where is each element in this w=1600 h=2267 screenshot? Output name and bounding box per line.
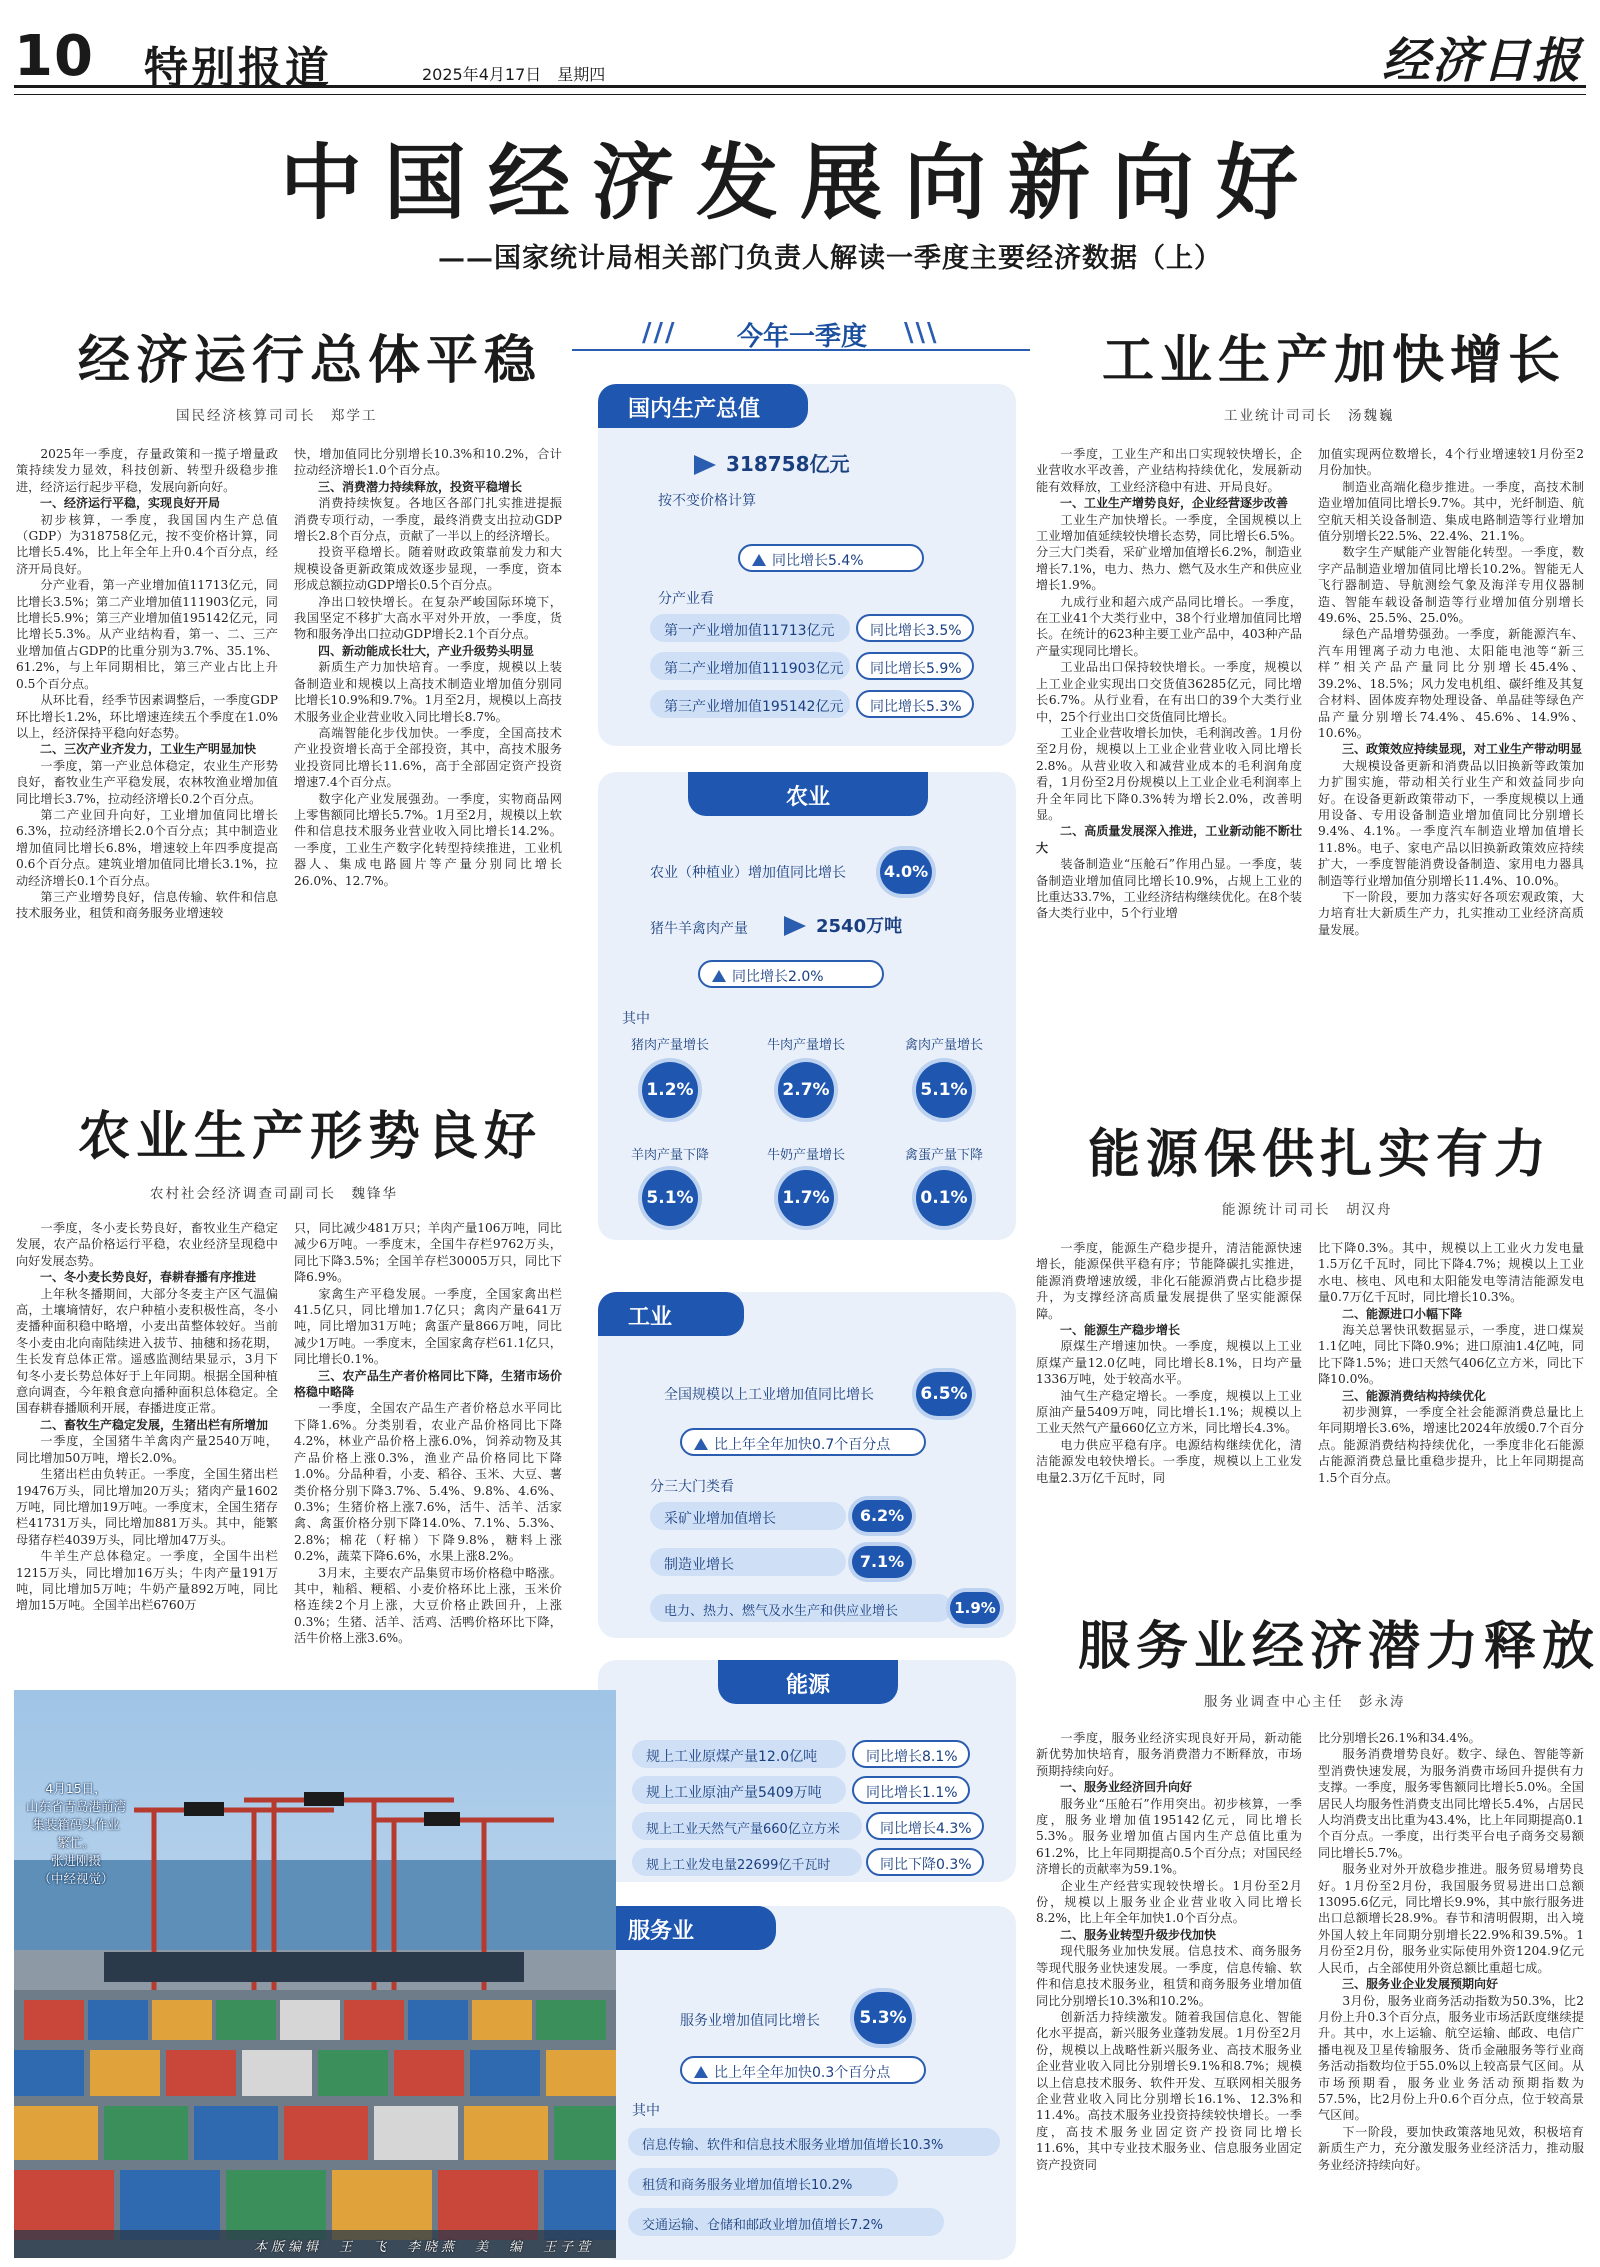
energy-row-3-label: 规上工业天然气产量660亿立方米: [632, 1812, 862, 1840]
main-subtitle: ——国家统计局相关部门负责人解读一季度主要经济数据（上）: [438, 243, 1222, 274]
paragraph: 一季度，能源生产稳步提升，清洁能源快速增长，能源保供平稳有序；节能降碳扎实推进，能源消费增速放缓，非化石能源消费占比稳步提升，为支撑经济高质量发展提供了坚实能源保障。: [1036, 1241, 1302, 1321]
energy-byline: 能源统计司司长 胡汉舟: [1222, 1202, 1393, 1218]
paragraph: 消费持续恢复。各地区各部门扎实推进提振消费专项行动，一季度，最终消费支出拉动GDP增长2.8个百分点，贡献了一半以上的经济增长。: [294, 496, 562, 544]
paragraph: 工业生产加快增长。一季度，全国规模以上工业增加值延续较快增长态势，同比增长6.5%。分三大门类看，采矿业增加值增长6.2%，制造业增长7.1%，电力、热力、燃气及水生产和供应业增长1.9%。: [1036, 512, 1302, 593]
service-col-2: [1318, 1730, 1584, 2260]
energy-row-2-growth: 同比增长1.1%: [852, 1776, 970, 1804]
service-main-label: 服务业增加值同比增长: [680, 2013, 820, 2029]
paragraph: 数字化产业发展强劲。一季度，实物商品网上零售额同比增长5.7%。1月至2月，规模以上软件和信息技术服务业营业收入同比增长14.2%。一季度，工业生产数字化转型持续推进，工业机器人、集成电路圆片等产量分别同比增长26.0%、12.7%。: [294, 791, 562, 888]
paragraph: 从环比看，经季节因素调整后，一季度GDP环比增长1.2%，环比增速连续五个季度在1.0%以上，经济保持平稳向好态势。: [16, 693, 278, 740]
subheading: 一、工业生产增势良好，企业经营逐步改善: [1060, 496, 1289, 511]
subheading: 四、新动能成长壮大，产业升级势头明显: [318, 643, 535, 658]
paragraph: 3月份，服务业商务活动指数为50.3%，比2月份上升0.3个百分点，服务业市场活跃度继续提升。其中，水上运输、航空运输、邮政、电信广播电视及卫星传输服务、货币金融服务等行业商务活动指数均位于55.0%以上较高景气区间。从市场预期看，服务业业务活动预期指数为57.5%，比2月份上升0.6个百分点，位于较高景气区间。: [1318, 1993, 1584, 2123]
paragraph: 比分别增长26.1%和34.4%。: [1318, 1731, 1481, 1745]
gdp-row-2-label: 第二产业增加值111903亿元: [650, 652, 850, 680]
paragraph: 第二产业回升向好，工业增加值同比增长6.3%，拉动经济增长2.0个百分点；其中制造业增加值同比增长6.8%，增速较上年四季度提高0.6个百分点。建筑业增加值同比增长3.1%，拉动经济增长0.1个百分点。: [16, 807, 278, 888]
paragraph: 服务消费增势良好。数字、绿色、智能等新型消费快速发展，为服务消费市场回升提供有力支撑。一季度，服务零售额同比增长5.0%。全国居民人均服务性消费支出同比增长5.4%，占居民人均消费支出比重为43.4%，比上年同期提高0.1个百分点。一季度，出行类平台电子商务交易额同比增长5.7%。: [1318, 1747, 1584, 1860]
paragraph: 海关总署快讯数据显示，一季度，进口煤炭1.1亿吨，同比下降0.9%；进口原油1.4亿吨，同比下降1.5%；进口天然气406亿立方米，同比下降10.0%。: [1318, 1323, 1584, 1387]
industry-row-1-value: 6.2%: [852, 1500, 912, 1532]
service-row-1: 信息传输、软件和信息技术服务业增加值增长10.3%: [628, 2128, 1000, 2156]
service-among: 其中: [632, 2103, 660, 2119]
service-row-2: 租赁和商务服务业增加值增长10.2%: [628, 2168, 898, 2196]
energy-row-4-growth: 同比下降0.3%: [866, 1848, 984, 1876]
agri-item-6-label: 禽蛋产量下降: [904, 1148, 983, 1163]
paragraph: 现代服务业加快发展。信息技术、商务服务等现代服务业快速发展。一季度，信息传输、软件和信息技术服务业，租赁和商务服务业增加值同比分别增长10.3%和10.2%。: [1036, 1944, 1302, 2008]
paragraph: 新质生产力加快培育。一季度，规模以上装备制造业和规模以上高技术制造业增加值分别同比增长10.9%和9.7%。1月至2月，规模以上高技术服务业企业营业收入同比增长8.7%。: [294, 660, 562, 724]
paragraph: 绿色产品增势强劲。一季度，新能源汽车、汽车用锂离子动力电池、太阳能电池等“新三样”相关产品产量同比分别增长45.4%、39.2%、18.5%；风力发电机组、碳纤维及其复合材料、固体废弃物处理设备、单晶硅等绿色产品产量分别增长74.4%、45.6%、14.9%、10.6%。: [1318, 627, 1584, 740]
up-triangle-icon: [694, 2066, 708, 2078]
subheading: 三、服务业企业发展预期向好: [1342, 1977, 1499, 1992]
industry-row-2-value: 7.1%: [852, 1546, 912, 1578]
agri-byline: 农村社会经济调查司副司长 魏锋华: [150, 1186, 398, 1202]
agri-meat-growth: 同比增长2.0%: [698, 960, 884, 988]
paragraph: 一季度，工业生产和出口实现较快增长，企业营收水平改善，产业结构持续优化，发展新动能有效释放，工业经济稳中有进、开局良好。: [1036, 447, 1302, 494]
gdp-row-1-label: 第一产业增加值11713亿元: [650, 614, 850, 642]
gdp-panel-title: 国内生产总值: [598, 384, 808, 428]
photo-caption: 4月15日， 山东省青岛港前湾 集装箱码头作业 繁忙。 张进刚摄 （中经视觉）: [25, 1781, 126, 1886]
up-triangle-icon: [694, 1438, 708, 1450]
agri-panel: [598, 772, 1016, 1240]
paragraph: 投资平稳增长。随着财政政策靠前发力和大规模设备更新政策成效逐步显现，一季度，资本形成总额拉动GDP增长0.5个百分点。: [294, 545, 562, 593]
arrow-icon: [694, 455, 716, 475]
paragraph: 服务业“压舱石”作用突出。初步核算，一季度，服务业增加值195142亿元，同比增长5.3%。服务业增加值占国内生产总值比重为61.2%，比上年同期提高0.5个百分点；对国民经济增长的贡献率为59.1%。: [1036, 1796, 1302, 1877]
newspaper-logo: 经济日报: [1381, 33, 1582, 89]
agri-panel-title: 农业: [688, 772, 928, 816]
industry-main-value: 6.5%: [916, 1372, 972, 1416]
industry-sub-label: 分三大门类看: [650, 1479, 734, 1495]
gdp-row-3-label: 第三产业增加值195142亿元: [650, 690, 850, 718]
paragraph: 一季度，全国猪牛羊禽肉产量2540万吨，同比增加50万吨，增长2.0%。: [16, 1434, 278, 1465]
paragraph: 初步测算，一季度全社会能源消费总量比上年同期增长3.6%，增速比2024年放缓0.7个百分点。能源消费结构持续优化，一季度非化石能源占能源消费总量比重稳步提升，比上年同期提高1.5个百分点。: [1318, 1405, 1584, 1485]
service-title: 服务业经济潜力释放: [1078, 1616, 1600, 1677]
paragraph: 装备制造业“压舱石”作用凸显。一季度，装备制造业增加值同比增长10.9%，占规上工业的比重达33.7%，工业经济结构继续优化。在8个装备大类行业中，5个行业增: [1036, 857, 1302, 921]
arrow-icon: [784, 916, 806, 936]
gdp-growth: 同比增长5.4%: [738, 544, 924, 572]
port-illustration: [14, 1690, 616, 2258]
industry-byline: 工业统计司司长 汤魏巍: [1224, 408, 1395, 424]
page-number: 10: [14, 24, 94, 89]
paragraph: 3月末，主要农产品集贸市场价格稳中略涨。其中，籼稻、粳稻、小麦价格环比上涨，玉米价格连续2个月上涨，大豆价格止跌回升，上涨0.3%；生猪、活羊、活鸡、活鸭价格环比下降，活牛价格上涨3.6%。: [294, 1565, 562, 1646]
industry-panel: [598, 1292, 1016, 1638]
paragraph: 一季度，全国农产品生产者价格总水平同比下降1.6%。分类别看，农业产品价格同比下降4.2%，林业产品价格上涨6.0%，饲养动物及其产品价格上涨0.3%，渔业产品价格同比下降1.0%。分品种看，小麦、稻谷、玉米、大豆、薯类价格分别下降3.7%、5.4%、9.8%、4.6%、0.3%；生猪价格上涨7.6%，活牛、活羊、活家禽、禽蛋价格分别下降14.0%、7.1%、5.3%、2.8%；棉花（籽棉）下降9.8%，糖料上涨0.2%，蔬菜下降6.6%，水果上涨8.2%。: [294, 1401, 562, 1564]
agri-meat-value: 2540万吨: [784, 912, 902, 938]
paragraph: 九成行业和超六成产品同比增长。一季度，在工业41个大类行业中，38个行业增加值同比增长。在统计的623种主要工业产品中，403种产品产量实现同比增长。: [1036, 594, 1302, 658]
gdp-note: 按不变价格计算: [658, 493, 756, 509]
section-name: 特别报道: [144, 43, 332, 94]
paragraph: 生猪出栏由负转正。一季度，全国生猪出栏19476万头，同比增加20万头；猪肉产量1602万吨，同比增加19万吨。一季度末，全国生猪存栏41731万头，同比增加881万头。其中，能繁母猪存栏4039万头，同比增加47万头。: [16, 1467, 278, 1547]
agri-item-6-value: 0.1%: [916, 1170, 972, 1226]
service-panel-title: 服务业: [598, 1906, 776, 1950]
paragraph: 大规模设备更新和消费品以旧换新等政策加力扩围实施，带动相关行业生产和效益同步向好。在设备更新政策带动下，一季度规模以上通用设备、专用设备制造业增加值同比分别增长9.4%、4.1%。一季度汽车制造业增加值增长11.8%。电子、家电产品以旧换新政策效应持续扩大，一季度智能消费设备制造、家用电力器具制造等行业增加值分别增长11.4%、10.0%。: [1318, 758, 1584, 888]
service-main-value: 5.3%: [854, 1992, 912, 2044]
agri-col-1: [16, 1220, 278, 1680]
paragraph: 下一阶段，要加力落实好各项宏观政策，大力培育壮大新质生产力，扎实推动工业经济高质量发展。: [1318, 889, 1584, 937]
industry-row-1-label: 采矿业增加值增长: [650, 1502, 846, 1530]
paragraph: 快，增加值同比分别增长10.3%和10.2%，合计拉动经济增长1.0个百分点。: [294, 447, 562, 478]
subheading: 二、服务业转型升级步伐加快: [1060, 1927, 1217, 1942]
paragraph: 牛羊生产总体稳定。一季度，全国牛出栏1215万头，同比增加16万头；牛肉产量191万吨，同比增加5万吨；牛奶产量892万吨，同比增加15万吨。全国羊出栏6760万: [16, 1549, 278, 1613]
subheading: 三、政策效应持续显现，对工业生产带动明显: [1342, 742, 1583, 757]
agri-meat-label: 猪牛羊禽肉产量: [650, 921, 748, 937]
page-credits: 本版编辑 王 飞 李晓燕 美 编 王子萱: [254, 2240, 595, 2255]
paragraph: 一季度，冬小麦长势良好，畜牧业生产稳定发展，农产品价格运行平稳，农业经济呈现稳中向好发展态势。: [16, 1221, 278, 1268]
banner-title: 今年一季度: [736, 322, 867, 352]
agri-item-1-value: 1.2%: [642, 1062, 698, 1118]
agri-item-2-label: 牛肉产量增长: [766, 1038, 845, 1053]
gdp-panel: [598, 384, 1016, 746]
agri-item-5-value: 1.7%: [778, 1170, 834, 1226]
industry-title: 工业生产加快增长: [1102, 330, 1567, 391]
agri-crop-label: 农业（种植业）增加值同比增长: [650, 865, 846, 881]
service-compare: 比上年全年加快0.3个百分点: [680, 2056, 926, 2084]
masthead: [14, 18, 1586, 94]
economy-byline: 国民经济核算司司长 郑学工: [176, 408, 378, 424]
industry-panel-title: 工业: [598, 1292, 744, 1336]
service-byline: 服务业调查中心主任 彭永涛: [1204, 1694, 1406, 1710]
subheading: 一、冬小麦长势良好，春耕春播有序推进: [40, 1270, 257, 1285]
subheading: 三、农产品生产者价格同比下降，生猪市场价格稳中略降: [294, 1368, 562, 1400]
banner-slashes-left: ///: [642, 318, 677, 348]
energy-row-1-label: 规上工业原煤产量12.0亿吨: [632, 1740, 846, 1768]
energy-row-3-growth: 同比增长4.3%: [866, 1812, 984, 1840]
gdp-row-2-growth: 同比增长5.9%: [856, 652, 974, 680]
up-triangle-icon: [752, 554, 766, 566]
agri-item-3-value: 5.1%: [916, 1062, 972, 1118]
industry-main-label: 全国规模以上工业增加值同比增长: [664, 1387, 874, 1403]
paragraph: 数字生产赋能产业智能化转型。一季度，数字产品制造业增加值同比增长10.2%。智能无人飞行器制造、导航测绘气象及海洋专用仪器制造、智能车载设备制造等行业增加值分别增长49.6%、25.5%、25.0%。: [1318, 545, 1584, 626]
subheading: 一、服务业经济回升向好: [1060, 1780, 1193, 1795]
agri-item-5-label: 牛奶产量增长: [766, 1148, 845, 1163]
economy-col-1: [16, 446, 278, 1036]
subheading: 二、三次产业齐发力，工业生产明显加快: [40, 742, 257, 757]
energy-col-1: [1036, 1240, 1302, 1590]
agri-crop-value: 4.0%: [880, 850, 932, 894]
paragraph: 净出口较快增长。在复杂严峻国际环境下，我国坚定不移扩大高水平对外开放，一季度，货物和服务净出口拉动GDP增长2.1个百分点。: [294, 594, 562, 642]
agri-item-2-value: 2.7%: [778, 1062, 834, 1118]
industry-compare: 比上年全年加快0.7个百分点: [680, 1428, 926, 1456]
subheading: 一、经济运行平稳，实现良好开局: [40, 496, 221, 511]
service-col-1: [1036, 1730, 1302, 2260]
energy-row-1-growth: 同比增长8.1%: [852, 1740, 970, 1768]
paragraph: 一季度，服务业经济实现良好开局，新动能新优势加快培育，服务消费潜力不断释放，市场预期持续向好。: [1036, 1731, 1302, 1778]
masthead-rule: [14, 94, 1586, 95]
industry-row-3-value: 1.9%: [950, 1592, 1000, 1624]
subheading: 一、能源生产稳步增长: [1060, 1323, 1181, 1338]
paragraph: 初步核算，一季度，我国国内生产总值（GDP）为318758亿元，按不变价格计算，同比增长5.4%，比上年全年上升0.4个百分点，经济开局良好。: [16, 512, 278, 576]
paragraph: 一季度，第一产业总体稳定，农业生产形势良好，畜牧业生产平稳发展，农林牧渔业增加值同比增长3.7%，拉动经济增长0.2个百分点。: [16, 758, 278, 806]
energy-panel: [598, 1660, 1016, 1882]
industry-row-3-label: 电力、热力、燃气及水生产和供应业增长: [650, 1594, 952, 1622]
banner-slashes-right: \\\: [904, 318, 939, 348]
industry-row-2-label: 制造业增长: [650, 1548, 846, 1576]
paragraph: 下一阶段，要加快政策落地见效，积极培育新质生产力，充分激发服务业经济活力，推动服务业经济持续向好。: [1318, 2124, 1584, 2172]
paragraph: 家禽生产平稳发展。一季度，全国家禽出栏41.5亿只，同比增加1.7亿只；禽肉产量641万吨，同比增加31万吨；禽蛋产量866万吨，同比减少1万吨。一季度末，全国家禽存栏61.1亿只，同比增长0.1%。: [294, 1286, 562, 1367]
industry-col-1: [1036, 446, 1302, 1046]
issue-date: 2025年4月17日 星期四: [422, 65, 606, 84]
subheading: 三、能源消费结构持续优化: [1342, 1388, 1487, 1403]
gdp-value: 318758亿元: [694, 448, 850, 477]
gdp-row-1-growth: 同比增长3.5%: [856, 614, 974, 642]
agri-col-2: [294, 1220, 562, 1680]
paragraph: 2025年一季度，存量政策和一揽子增量政策持续发力显效，科技创新、转型升级稳步推进，经济运行起步平稳，发展向新向好。: [16, 447, 278, 494]
agri-item-4-label: 羊肉产量下降: [630, 1148, 709, 1163]
paragraph: 电力供应平稳有序。电源结构继续优化，清洁能源发电较快增长。一季度，规模以上工业发电量2.3万亿千瓦时，同: [1036, 1437, 1302, 1485]
agri-item-3-label: 禽肉产量增长: [904, 1038, 983, 1053]
paragraph: 上年秋冬播期间，大部分冬麦主产区气温偏高，土壤墒情好，农户种植小麦积极性高，冬小麦播种面积稳中略增，小麦出苗整体较好。当前冬小麦由北向南陆续进入拔节、抽穗和扬花期，生长发育总体正常。遥感监测结果显示，3月下旬冬小麦长势总体好于上年同期。根据全国种植意向调查，今年粮食意向播种面积总体稳定。全国春耕春播顺利开展，春播进度正常。: [16, 1286, 278, 1416]
paragraph: 创新活力持续激发。随着我国信息化、智能化水平提高，新兴服务业蓬勃发展。1月份至2月份，规模以上战略性新兴服务业、高技术服务业企业营业收入同比分别增长9.1%和8.7%；规模以上信息技术服务、软件开发、互联网相关服务企业营业收入同比分别增长16.1%、12.3%和11.4%。高技术服务业投资持续较快增长。一季度，高技术服务业固定资产投资同比增长11.6%，其中专业技术服务业、信息服务业固定资产投资同: [1036, 2009, 1302, 2172]
paragraph: 只，同比减少481万只；羊肉产量106万吨，同比减少6万吨。一季度末，全国牛存栏9762万头，同比下降3.5%；全国羊存栏30005万只，同比下降6.9%。: [294, 1221, 562, 1285]
paragraph: 工业企业营收增长加快，毛利润改善。1月份至2月份，规模以上工业企业营业收入同比增长2.8%。从营业收入和减营业成本的毛利润角度看，1月份至2月份规模以上工业企业毛利润率上升全年同比下降0.3%转为增长2.0%，改善明显。: [1036, 725, 1302, 822]
subheading: 二、畜牧生产稳定发展，生猪出栏有所增加: [40, 1417, 269, 1432]
energy-panel-title: 能源: [718, 1660, 898, 1704]
paragraph: 分产业看，第一产业增加值11713亿元，同比增长3.5%；第二产业增加值111903亿元，同比增长5.9%；第三产业增加值195142亿元，同比增长5.3%。从产业结构看，第一、二、三产业增加值占GDP的比重分别为3.7%、35.1%、61.2%，与上年同期相比，第三产业占比上升0.5个百分点。: [16, 578, 278, 691]
paragraph: 企业生产经营实现较快增长。1月份至2月份，规模以上服务业企业营业收入同比增长8.2%，比上年全年加快1.0个百分点。: [1036, 1878, 1302, 1926]
industry-col-2: [1318, 446, 1584, 1046]
paragraph: 高端智能化步伐加快。一季度，全国高技术产业投资增长高于全部投资，其中，高技术服务业投资同比增长11.6%，高于全部固定资产投资增速7.4个百分点。: [294, 725, 562, 790]
subheading: 二、能源进口小幅下降: [1342, 1306, 1463, 1321]
paragraph: 比下降0.3%。其中，规模以上工业火力发电量1.5万亿千瓦时，同比下降4.7%；规模以上工业水电、核电、风电和太阳能发电等清洁能源发电量0.7万亿千瓦时，同比增长10.3%。: [1318, 1241, 1584, 1305]
agri-among: 其中: [622, 1011, 650, 1027]
agri-item-1-label: 猪肉产量增长: [630, 1038, 709, 1053]
economy-title: 经济运行总体平稳: [78, 330, 543, 391]
agri-item-4-value: 5.1%: [642, 1170, 698, 1226]
up-triangle-icon: [712, 970, 726, 982]
agri-title: 农业生产形势良好: [78, 1106, 543, 1167]
economy-col-2: [294, 446, 562, 1036]
energy-row-4-label: 规上工业发电量22699亿千瓦时: [632, 1848, 862, 1876]
paragraph: 油气生产稳定增长。一季度，规模以上工业原油产量5409万吨，同比增长1.1%；规模以上工业天然气产量660亿立方米，同比增长4.3%。: [1036, 1388, 1302, 1436]
energy-title: 能源保供扎实有力: [1088, 1124, 1553, 1185]
service-row-3: 交通运输、仓储和邮政业增加值增长7.2%: [628, 2208, 944, 2236]
subheading: 三、消费潜力持续释放，投资平稳增长: [318, 479, 523, 494]
paragraph: 加值实现两位数增长，4个行业增速较1月份至2月份加快。: [1318, 447, 1584, 478]
gdp-row-3-growth: 同比增长5.3%: [856, 690, 974, 718]
gdp-sub-label: 分产业看: [658, 591, 714, 607]
energy-row-2-label: 规上工业原油产量5409万吨: [632, 1776, 846, 1804]
infographic-banner: [572, 310, 1030, 356]
energy-col-2: [1318, 1240, 1584, 1590]
port-photo: [14, 1690, 616, 2258]
paragraph: 服务业对外开放稳步推进。服务贸易增势良好。1月份至2月份，我国服务贸易进出口总额13095.6亿元，同比增长9.9%，其中旅行服务进出口总额增长28.9%。春节和清明假期，出入境外国人较上年同期分别增长22.9%和39.5%。1月份至2月份，服务业实际使用外资1204.9亿元人民币，占全部使用外资总额比重超七成。: [1318, 1862, 1584, 1975]
paragraph: 制造业高端化稳步推进。一季度，高技术制造业增加值同比增长9.7%。其中，光纤制造、航空航天相关设备制造、集成电路制造等行业增加值分别增长22.5%、22.4%、21.1%。: [1318, 479, 1584, 544]
subheading: 二、高质量发展深入推进，工业新动能不断壮大: [1036, 824, 1302, 855]
paragraph: 第三产业增势良好，信息传输、软件和信息技术服务业，租赁和商务服务业增速较: [16, 889, 278, 921]
paragraph: 原煤生产增速加快。一季度，规模以上工业原煤产量12.0亿吨，同比增长8.1%，日均产量1336万吨，处于较高水平。: [1036, 1339, 1302, 1387]
service-panel: [598, 1906, 1016, 2260]
main-headline: 中国经济发展向新向好: [279, 135, 1320, 231]
paragraph: 工业品出口保持较快增长。一季度，规模以上工业企业实现出口交货值36285亿元，同比增长6.7%。从行业看，在有出口的39个大类行业中，25个行业出口交货值同比增长。: [1036, 660, 1302, 724]
